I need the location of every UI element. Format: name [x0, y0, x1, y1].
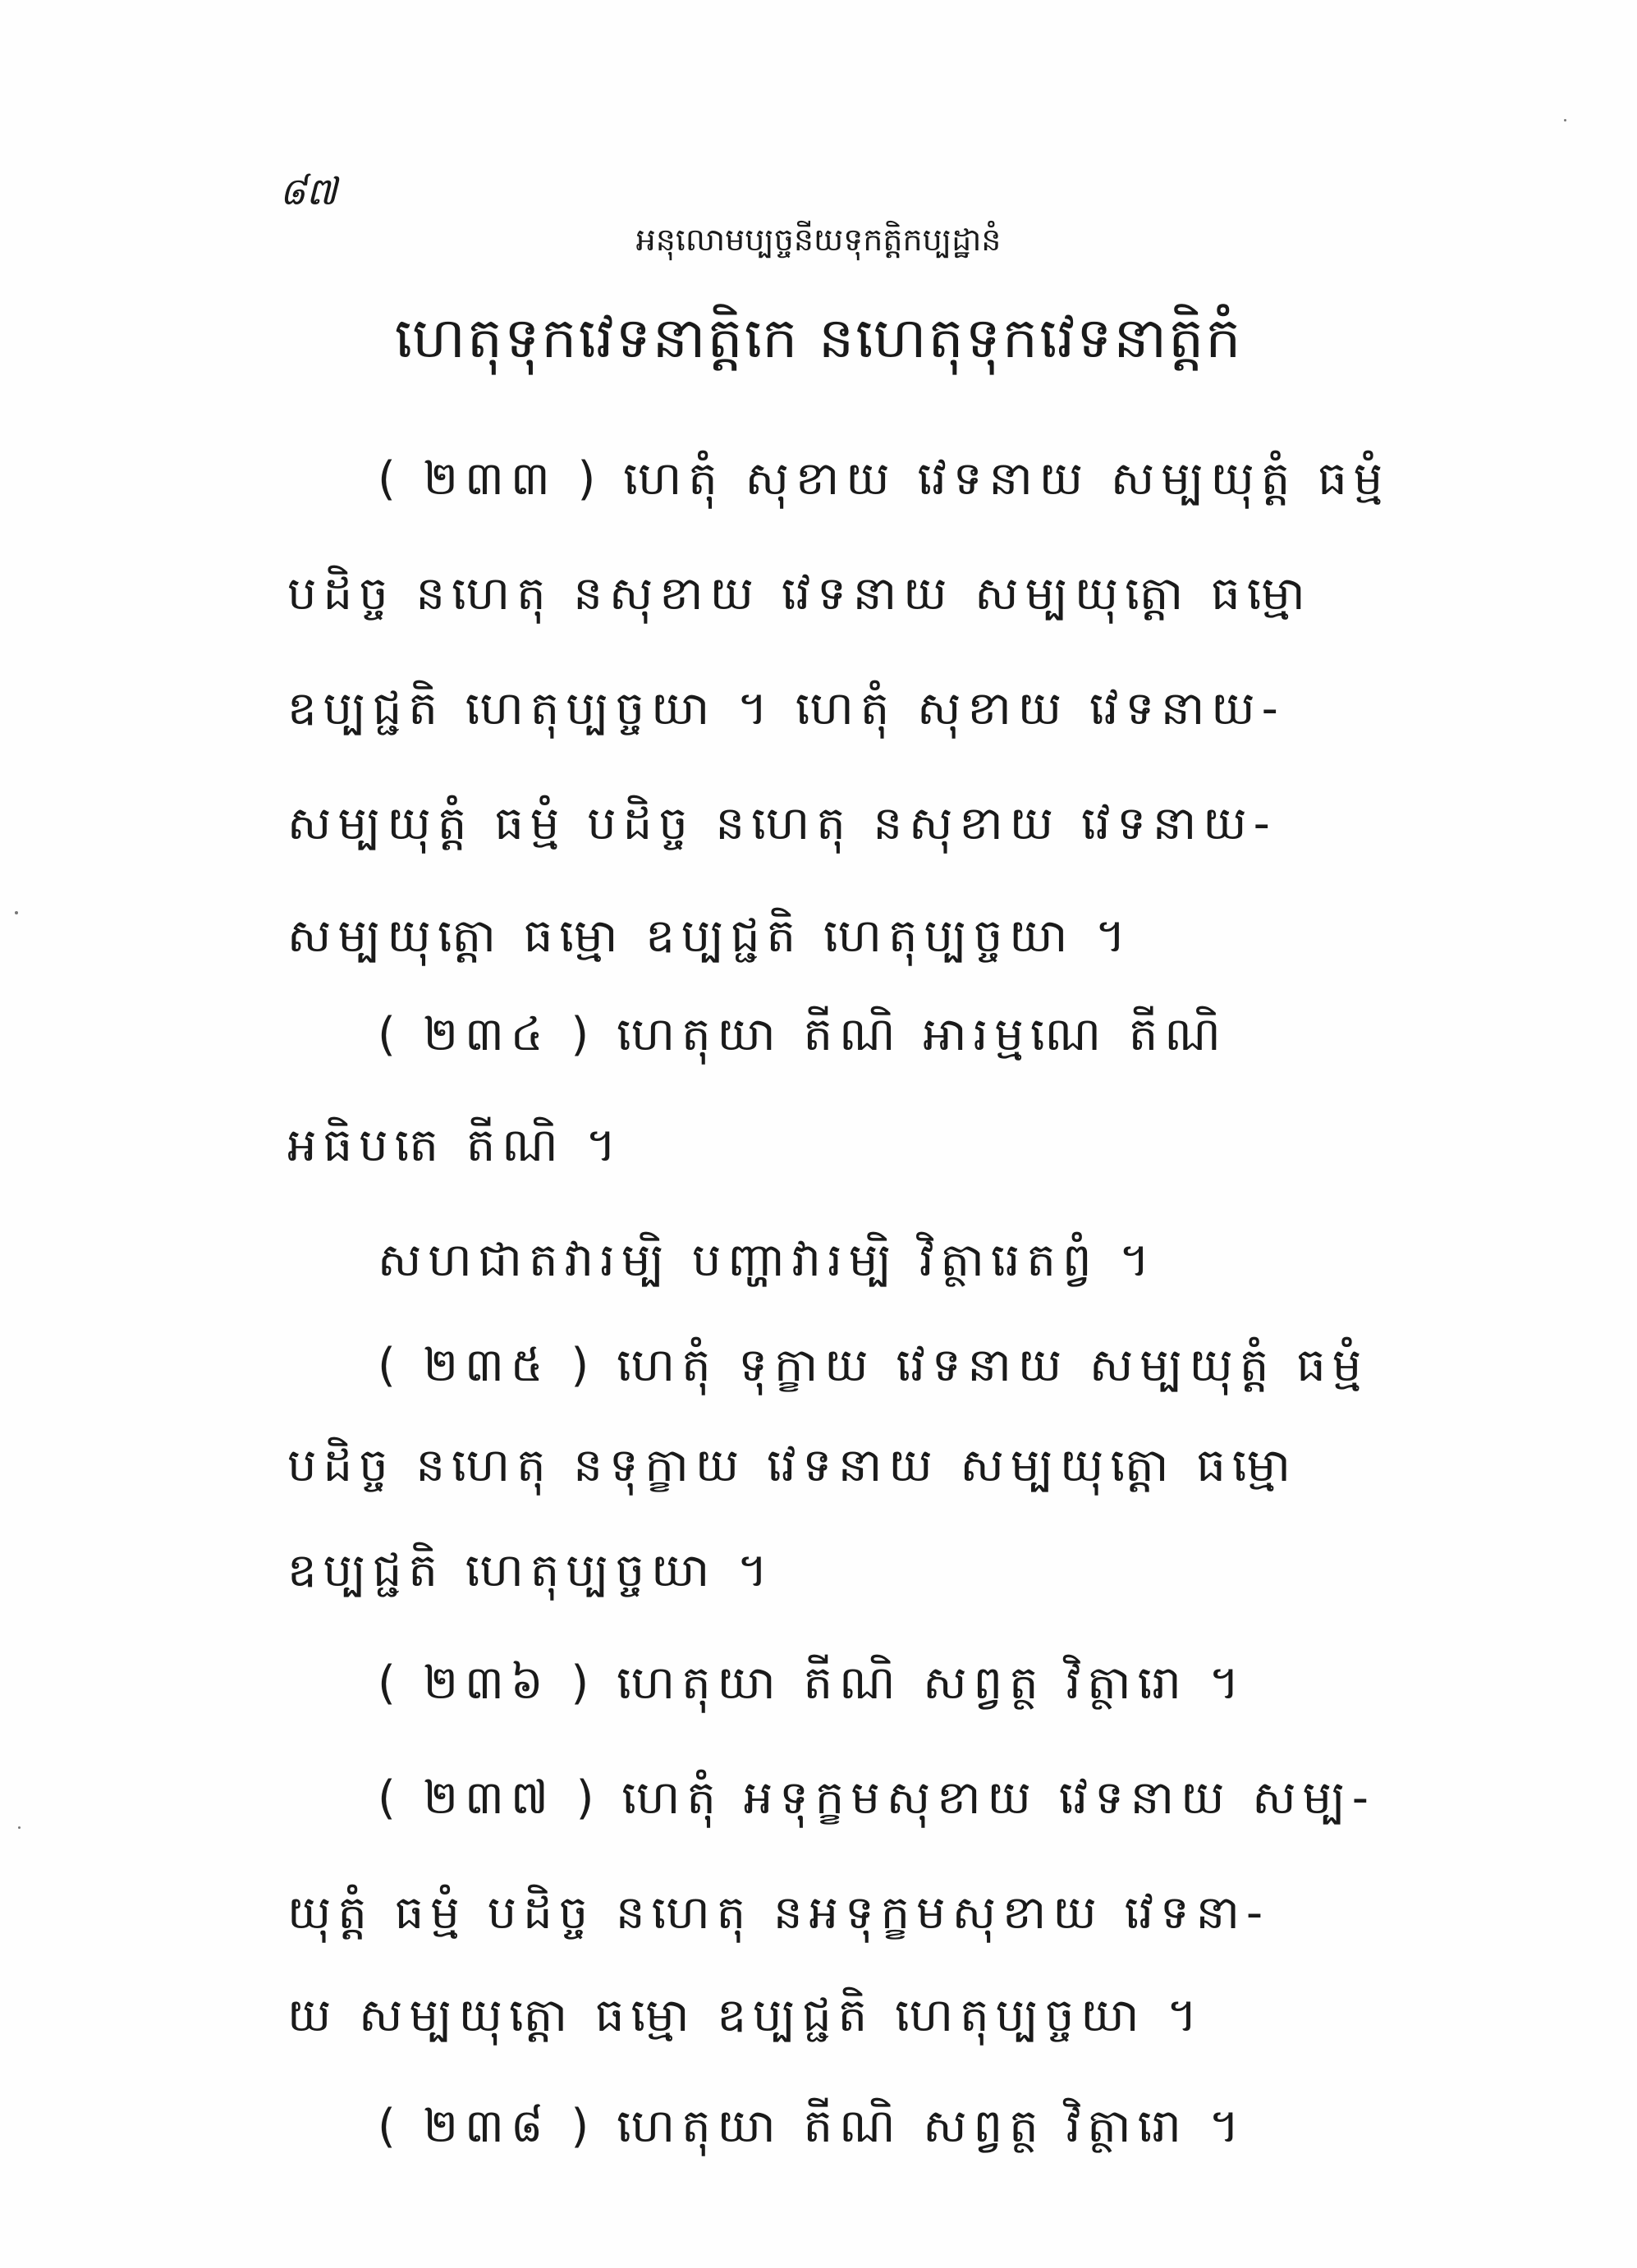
- section-subtitle: អនុលោមប្បច្ចនីយទុកត្តិកប្បដ្ឋានំ: [635, 222, 1002, 258]
- paragraph-line: សម្បយុត្តោ ធម្មោ ឧប្បជ្ជតិ ហេតុប្បច្ចយា ។: [287, 909, 1133, 963]
- paragraph-line: សហជាតវារម្បិ បញ្ហាវារម្បិ វិត្ថារេតព្វំ ។: [378, 1234, 1157, 1287]
- paragraph-line: យុត្តំ ធម្មំ បដិច្ច នហេតុ នអទុក្ខមសុខាយ វេទនា-: [287, 1886, 1270, 1940]
- paragraph-line: បដិច្ច នហេតុ នទុក្ខាយ វេទនាយ សម្បយុត្តោ ធម្មោ: [287, 1439, 1297, 1492]
- paragraph-line: សម្បយុត្តំ ធម្មំ បដិច្ច នហេតុ នសុខាយ វេទនាយ-: [287, 797, 1277, 850]
- paragraph-line: យ សម្បយុត្តោ ធម្មោ ឧប្បជ្ជតិ ហេតុប្បច្ចយា ។: [287, 1989, 1204, 2042]
- scan-speck: [18, 1826, 21, 1829]
- paragraph-line: ( ២៣៦ ) ហេតុយា តីណិ សព្វត្ថ វិត្ថារោ ។: [378, 1656, 1246, 1710]
- paragraph-line: ( ២៣៥ ) ហេតុំ ទុក្ខាយ វេទនាយ សម្បយុត្តំ ធម្មំ: [378, 1339, 1369, 1392]
- paragraph-line: ( ២៣៧ ) ហេតុំ អទុក្ខមសុខាយ វេទនាយ សម្ប-: [378, 1771, 1375, 1825]
- paragraph-line: ឧប្បជ្ជតិ ហេតុប្បច្ចយា ។ ហេតុំ សុខាយ វេទនាយ-: [287, 682, 1285, 735]
- scan-speck: [1564, 119, 1566, 121]
- paragraph-line: ( ២៣៨ ) ហេតុយា តីណិ សព្វត្ថ វិត្ថារោ ។: [378, 2100, 1246, 2153]
- paragraph-line: ឧប្បជ្ជតិ ហេតុប្បច្ចយា ។: [287, 1544, 774, 1597]
- section-title: ហេតុទុកវេទនាត្តិកេ នហេតុទុកវេទនាត្តិកំ: [394, 306, 1243, 371]
- paragraph-line: ( ២៣៤ ) ហេតុយា តីណិ អារម្មណេ តីណិ: [378, 1008, 1227, 1061]
- paragraph-line: ( ២៣៣ ) ហេតុំ សុខាយ វេទនាយ សម្បយុត្តំ ធម្មំ: [378, 452, 1390, 506]
- paragraph-line: អធិបតេ តីណិ ។: [287, 1119, 623, 1172]
- paragraph-line: បដិច្ច នហេតុ នសុខាយ វេទនាយ សម្បយុត្តោ ធម្មោ: [287, 567, 1312, 621]
- scan-speck: [15, 911, 18, 914]
- page-number: ៨៧: [279, 169, 337, 213]
